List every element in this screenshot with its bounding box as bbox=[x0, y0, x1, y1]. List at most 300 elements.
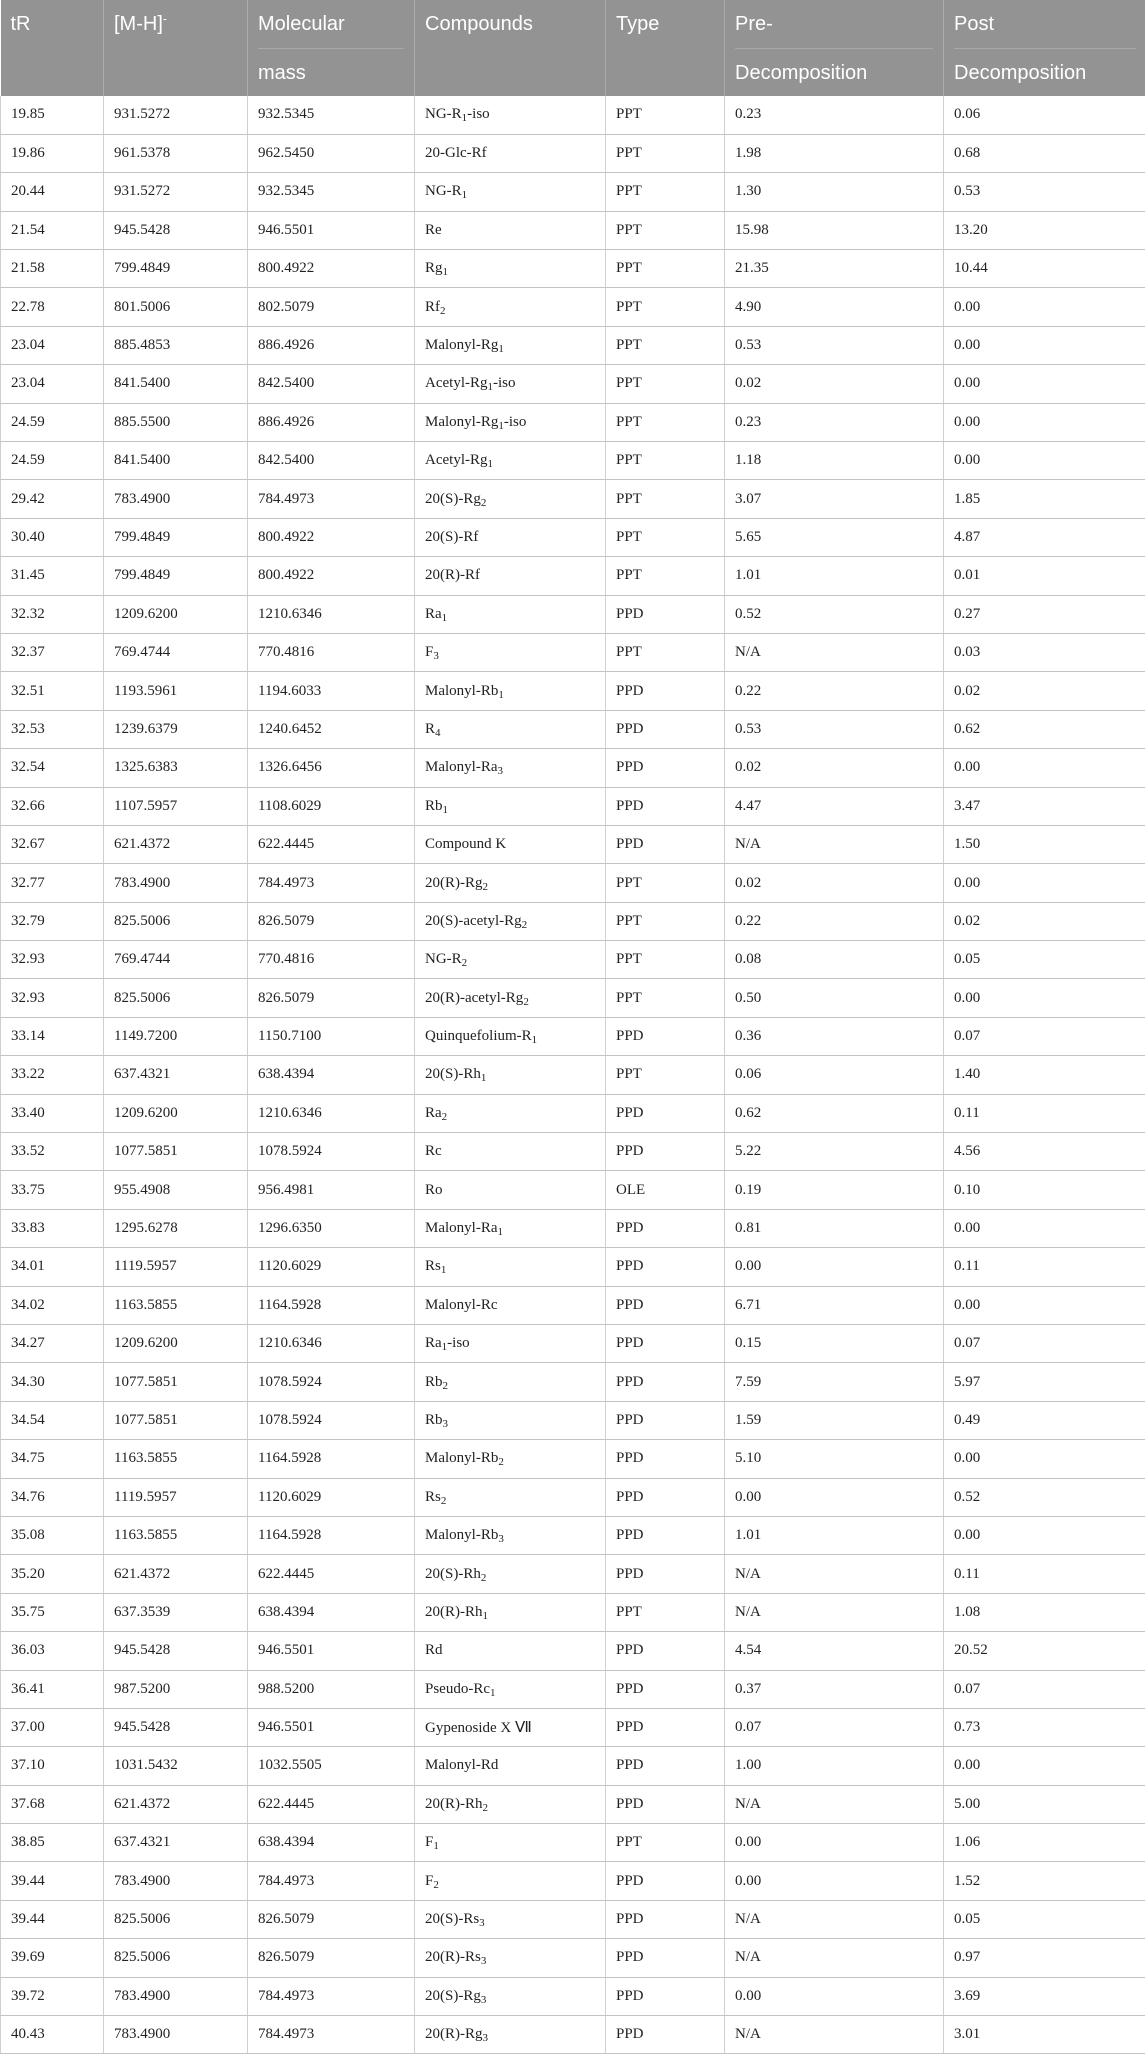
compound-name: R bbox=[425, 720, 436, 737]
compound-name: Acetyl-Rg bbox=[425, 452, 488, 469]
cell-compound bbox=[415, 1133, 606, 1171]
header-pre-line2: Decomposition bbox=[735, 48, 933, 96]
cell-post-decomposition: 0.52 bbox=[944, 1478, 1145, 1516]
cell-mh: 783.4900 bbox=[104, 480, 248, 518]
cell-pre-decomposition: 0.06 bbox=[725, 1056, 944, 1094]
compound-name: Malonyl-Rg bbox=[425, 337, 499, 354]
cell-post-decomposition: 0.02 bbox=[944, 672, 1145, 710]
cell-compound bbox=[415, 979, 606, 1017]
cell-post-decomposition: 1.85 bbox=[944, 480, 1145, 518]
header-mh-sup: - bbox=[162, 11, 167, 26]
cell-pre-decomposition: N/A bbox=[725, 1555, 944, 1593]
cell-mh: 931.5272 bbox=[104, 173, 248, 211]
cell-compound bbox=[415, 864, 606, 902]
cell-post-decomposition: 1.08 bbox=[944, 1593, 1145, 1631]
cell-post-decomposition: 3.47 bbox=[944, 787, 1145, 825]
cell-molecular-mass: 1150.7100 bbox=[248, 1017, 415, 1055]
compound-name: NG-R bbox=[425, 183, 462, 200]
table-row bbox=[1, 518, 1145, 556]
compound-name: 20(S)-Rg bbox=[425, 1987, 481, 2004]
cell-compound bbox=[415, 595, 606, 633]
cell-tr: 35.20 bbox=[1, 1555, 104, 1593]
cell-type: PPT bbox=[606, 480, 725, 518]
cell-post-decomposition: 0.00 bbox=[944, 1516, 1145, 1554]
cell-mh: 783.4900 bbox=[104, 2016, 248, 2054]
cell-post-decomposition: 10.44 bbox=[944, 250, 1145, 288]
compound-subscript: 4 bbox=[435, 726, 441, 739]
cell-tr: 32.93 bbox=[1, 941, 104, 979]
cell-post-decomposition: 0.00 bbox=[944, 365, 1145, 403]
cell-mh: 799.4849 bbox=[104, 557, 248, 595]
table-row bbox=[1, 787, 1145, 825]
compound-name: 20(S)-Rh bbox=[425, 1066, 481, 1083]
cell-tr: 21.58 bbox=[1, 250, 104, 288]
cell-tr: 32.77 bbox=[1, 864, 104, 902]
compound-name: Malonyl-Rb bbox=[425, 1527, 499, 1544]
table-row bbox=[1, 1670, 1145, 1708]
cell-post-decomposition: 0.27 bbox=[944, 595, 1145, 633]
cell-molecular-mass: 1108.6029 bbox=[248, 787, 415, 825]
table-row bbox=[1, 557, 1145, 595]
cell-mh: 1077.5851 bbox=[104, 1363, 248, 1401]
cell-compound bbox=[415, 1708, 606, 1746]
cell-post-decomposition: 0.07 bbox=[944, 1670, 1145, 1708]
table-row bbox=[1, 1824, 1145, 1862]
cell-post-decomposition: 20.52 bbox=[944, 1632, 1145, 1670]
header-pre-line1: Pre- bbox=[735, 13, 773, 35]
cell-pre-decomposition: 0.81 bbox=[725, 1209, 944, 1247]
table-row bbox=[1, 1133, 1145, 1171]
cell-tr: 34.54 bbox=[1, 1401, 104, 1439]
compound-name: 20(S)-Rg bbox=[425, 490, 481, 507]
cell-compound bbox=[415, 1939, 606, 1977]
cell-tr: 32.93 bbox=[1, 979, 104, 1017]
compound-subscript: 2 bbox=[523, 995, 529, 1008]
header-molecular-mass bbox=[248, 0, 415, 96]
cell-mh: 841.5400 bbox=[104, 442, 248, 480]
table-row bbox=[1, 902, 1145, 940]
compound-name: 20(R)-Rg bbox=[425, 874, 483, 891]
cell-compound bbox=[415, 1977, 606, 2015]
compound-name: Ro bbox=[425, 1181, 443, 1198]
compound-name: Acetyl-Rg bbox=[425, 375, 488, 392]
cell-post-decomposition: 3.01 bbox=[944, 2016, 1145, 2054]
cell-post-decomposition: 0.00 bbox=[944, 749, 1145, 787]
cell-post-decomposition: 5.97 bbox=[944, 1363, 1145, 1401]
cell-compound bbox=[415, 710, 606, 748]
compound-suffix: -iso bbox=[492, 375, 516, 392]
cell-molecular-mass: 1210.6346 bbox=[248, 1094, 415, 1132]
table-row bbox=[1, 1248, 1145, 1286]
cell-pre-decomposition: N/A bbox=[725, 1785, 944, 1823]
compound-name: Rb bbox=[425, 1373, 443, 1390]
cell-compound bbox=[415, 1248, 606, 1286]
cell-compound bbox=[415, 1632, 606, 1670]
cell-type: PPD bbox=[606, 1325, 725, 1363]
cell-mh: 841.5400 bbox=[104, 365, 248, 403]
cell-molecular-mass: 1078.5924 bbox=[248, 1133, 415, 1171]
cell-tr: 36.41 bbox=[1, 1670, 104, 1708]
cell-post-decomposition: 0.05 bbox=[944, 941, 1145, 979]
cell-molecular-mass: 946.5501 bbox=[248, 1632, 415, 1670]
cell-mh: 637.3539 bbox=[104, 1593, 248, 1631]
compound-name: Rs bbox=[425, 1258, 441, 1275]
compound-name: Malonyl-Rb bbox=[425, 682, 499, 699]
cell-post-decomposition: 0.11 bbox=[944, 1555, 1145, 1593]
cell-molecular-mass: 784.4973 bbox=[248, 2016, 415, 2054]
cell-tr: 34.02 bbox=[1, 1286, 104, 1324]
cell-tr: 33.83 bbox=[1, 1209, 104, 1247]
compound-name: Re bbox=[425, 221, 442, 238]
cell-molecular-mass: 956.4981 bbox=[248, 1171, 415, 1209]
compound-name: 20(S)-acetyl-Rg bbox=[425, 912, 522, 929]
cell-type: PPT bbox=[606, 1824, 725, 1862]
cell-compound bbox=[415, 941, 606, 979]
cell-tr: 32.32 bbox=[1, 595, 104, 633]
cell-compound bbox=[415, 173, 606, 211]
cell-tr: 32.67 bbox=[1, 825, 104, 863]
compound-name: 20(S)-Rs bbox=[425, 1911, 480, 1928]
compound-name: NG-R bbox=[425, 951, 462, 968]
cell-pre-decomposition: 0.50 bbox=[725, 979, 944, 1017]
cell-compound bbox=[415, 1286, 606, 1324]
compound-subscript: 1 bbox=[433, 1840, 439, 1853]
table-row bbox=[1, 595, 1145, 633]
cell-tr: 37.68 bbox=[1, 1785, 104, 1823]
cell-type: PPD bbox=[606, 1209, 725, 1247]
cell-tr: 29.42 bbox=[1, 480, 104, 518]
compound-subscript: 2 bbox=[433, 1878, 439, 1891]
table-row bbox=[1, 1363, 1145, 1401]
table-row bbox=[1, 211, 1145, 249]
cell-mh: 1325.6383 bbox=[104, 749, 248, 787]
cell-mh: 885.4853 bbox=[104, 326, 248, 364]
cell-tr: 34.30 bbox=[1, 1363, 104, 1401]
table-row bbox=[1, 1939, 1145, 1977]
table-row bbox=[1, 1516, 1145, 1554]
cell-molecular-mass: 1210.6346 bbox=[248, 595, 415, 633]
cell-pre-decomposition: 1.01 bbox=[725, 557, 944, 595]
cell-mh: 945.5428 bbox=[104, 211, 248, 249]
cell-type: PPT bbox=[606, 1056, 725, 1094]
cell-compound bbox=[415, 1593, 606, 1631]
compound-suffix: -iso bbox=[503, 413, 527, 430]
cell-post-decomposition: 1.52 bbox=[944, 1862, 1145, 1900]
cell-pre-decomposition: 0.02 bbox=[725, 365, 944, 403]
compound-subscript: 2 bbox=[440, 1494, 447, 1507]
cell-pre-decomposition: 0.00 bbox=[725, 1478, 944, 1516]
cell-type: PPD bbox=[606, 2016, 725, 2054]
cell-molecular-mass: 622.4445 bbox=[248, 825, 415, 863]
cell-post-decomposition: 0.00 bbox=[944, 326, 1145, 364]
cell-tr: 22.78 bbox=[1, 288, 104, 326]
table-row bbox=[1, 1862, 1145, 1900]
table-row bbox=[1, 1171, 1145, 1209]
cell-compound bbox=[415, 1824, 606, 1862]
cell-molecular-mass: 1326.6456 bbox=[248, 749, 415, 787]
compound-name: 20-Glc-Rf bbox=[425, 145, 487, 162]
compound-name: F bbox=[425, 1834, 434, 1851]
compound-subscript: 1 bbox=[487, 381, 493, 394]
table-row bbox=[1, 1056, 1145, 1094]
cell-molecular-mass: 784.4973 bbox=[248, 1862, 415, 1900]
cell-type: PPT bbox=[606, 518, 725, 556]
cell-molecular-mass: 932.5345 bbox=[248, 96, 415, 134]
cell-post-decomposition: 0.06 bbox=[944, 96, 1145, 134]
cell-type: PPT bbox=[606, 979, 725, 1017]
compound-name: Malonyl-Rb bbox=[425, 1450, 499, 1467]
table-row bbox=[1, 1632, 1145, 1670]
table-row bbox=[1, 1555, 1145, 1593]
cell-mh: 825.5006 bbox=[104, 979, 248, 1017]
cell-tr: 19.86 bbox=[1, 134, 104, 172]
cell-compound bbox=[415, 480, 606, 518]
compound-name: 20(R)-Rs bbox=[425, 1949, 481, 1966]
cell-type: PPT bbox=[606, 1593, 725, 1631]
cell-post-decomposition: 0.10 bbox=[944, 1171, 1145, 1209]
cell-tr: 33.22 bbox=[1, 1056, 104, 1094]
compound-subscript: 1 bbox=[497, 1226, 503, 1239]
table-row bbox=[1, 1286, 1145, 1324]
cell-type: PPD bbox=[606, 1248, 725, 1286]
cell-tr: 20.44 bbox=[1, 173, 104, 211]
header-compounds-label: Compounds bbox=[425, 13, 533, 35]
cell-pre-decomposition: 5.10 bbox=[725, 1440, 944, 1478]
cell-compound bbox=[415, 134, 606, 172]
cell-post-decomposition: 0.07 bbox=[944, 1017, 1145, 1055]
cell-molecular-mass: 1078.5924 bbox=[248, 1401, 415, 1439]
cell-molecular-mass: 800.4922 bbox=[248, 518, 415, 556]
cell-tr: 23.04 bbox=[1, 326, 104, 364]
cell-mh: 783.4900 bbox=[104, 1862, 248, 1900]
cell-molecular-mass: 826.5079 bbox=[248, 1900, 415, 1938]
cell-tr: 32.54 bbox=[1, 749, 104, 787]
cell-compound bbox=[415, 211, 606, 249]
cell-molecular-mass: 622.4445 bbox=[248, 1785, 415, 1823]
cell-type: PPD bbox=[606, 787, 725, 825]
compound-subscript: 1 bbox=[482, 1609, 488, 1622]
compound-name: Malonyl-Ra bbox=[425, 759, 498, 776]
compound-subscript: 1 bbox=[498, 688, 504, 701]
compound-subscript: 2 bbox=[480, 1571, 487, 1584]
header-mh bbox=[104, 0, 248, 96]
compound-name: Malonyl-Rc bbox=[425, 1296, 498, 1313]
cell-post-decomposition: 13.20 bbox=[944, 211, 1145, 249]
cell-tr: 32.53 bbox=[1, 710, 104, 748]
cell-pre-decomposition: 1.00 bbox=[725, 1747, 944, 1785]
compound-name: Rs bbox=[425, 1488, 441, 1505]
cell-post-decomposition: 5.00 bbox=[944, 1785, 1145, 1823]
cell-type: PPD bbox=[606, 1478, 725, 1516]
compound-name: Quinquefolium-R bbox=[425, 1028, 532, 1045]
table-row bbox=[1, 672, 1145, 710]
cell-pre-decomposition: 0.07 bbox=[725, 1708, 944, 1746]
cell-pre-decomposition: 3.07 bbox=[725, 480, 944, 518]
cell-compound bbox=[415, 1440, 606, 1478]
table-row bbox=[1, 1977, 1145, 2015]
cell-post-decomposition: 0.62 bbox=[944, 710, 1145, 748]
cell-post-decomposition: 4.87 bbox=[944, 518, 1145, 556]
cell-mh: 621.4372 bbox=[104, 1785, 248, 1823]
cell-type: PPT bbox=[606, 557, 725, 595]
cell-type: PPD bbox=[606, 1670, 725, 1708]
cell-tr: 30.40 bbox=[1, 518, 104, 556]
header-type-label: Type bbox=[616, 13, 660, 35]
cell-pre-decomposition: 1.98 bbox=[725, 134, 944, 172]
cell-tr: 35.75 bbox=[1, 1593, 104, 1631]
cell-mh: 1119.5957 bbox=[104, 1478, 248, 1516]
header-mh-label bbox=[114, 0, 237, 48]
cell-mh: 945.5428 bbox=[104, 1632, 248, 1670]
cell-molecular-mass: 886.4926 bbox=[248, 326, 415, 364]
cell-post-decomposition: 0.03 bbox=[944, 633, 1145, 671]
cell-mh: 621.4372 bbox=[104, 825, 248, 863]
cell-molecular-mass: 1194.6033 bbox=[248, 672, 415, 710]
compound-name: 20(R)-Rh bbox=[425, 1603, 483, 1620]
cell-type: PPD bbox=[606, 595, 725, 633]
cell-pre-decomposition: 0.08 bbox=[725, 941, 944, 979]
compound-subscript: 1 bbox=[440, 1264, 447, 1277]
compound-name: Rg bbox=[425, 260, 443, 277]
compound-name: 20(R)-Rh bbox=[425, 1795, 483, 1812]
compound-name: Ra bbox=[425, 1104, 442, 1121]
cell-type: PPT bbox=[606, 633, 725, 671]
cell-molecular-mass: 1164.5928 bbox=[248, 1440, 415, 1478]
compound-subscript: 1 bbox=[442, 266, 449, 279]
cell-molecular-mass: 1210.6346 bbox=[248, 1325, 415, 1363]
cell-compound bbox=[415, 787, 606, 825]
cell-post-decomposition: 0.07 bbox=[944, 1325, 1145, 1363]
table-row bbox=[1, 288, 1145, 326]
cell-compound bbox=[415, 96, 606, 134]
cell-pre-decomposition: N/A bbox=[725, 1939, 944, 1977]
cell-tr: 39.44 bbox=[1, 1900, 104, 1938]
cell-mh: 1239.6379 bbox=[104, 710, 248, 748]
cell-molecular-mass: 826.5079 bbox=[248, 1939, 415, 1977]
cell-compound bbox=[415, 1670, 606, 1708]
cell-tr: 33.75 bbox=[1, 1171, 104, 1209]
cell-compound bbox=[415, 1363, 606, 1401]
table-header bbox=[1, 0, 1145, 96]
compound-subscript: 2 bbox=[482, 880, 488, 893]
cell-pre-decomposition: 15.98 bbox=[725, 211, 944, 249]
cell-post-decomposition: 0.53 bbox=[944, 173, 1145, 211]
cell-type: PPD bbox=[606, 1401, 725, 1439]
cell-type: PPT bbox=[606, 403, 725, 441]
cell-tr: 39.72 bbox=[1, 1977, 104, 2015]
cell-pre-decomposition: 0.22 bbox=[725, 902, 944, 940]
compound-subscript: 3 bbox=[480, 1993, 487, 2006]
cell-pre-decomposition: 0.52 bbox=[725, 595, 944, 633]
cell-compound bbox=[415, 1900, 606, 1938]
cell-post-decomposition: 0.11 bbox=[944, 1248, 1145, 1286]
cell-compound bbox=[415, 1171, 606, 1209]
compound-subscript: 2 bbox=[442, 1379, 449, 1392]
cell-type: PPD bbox=[606, 1747, 725, 1785]
compound-name: 20(R)-Rg bbox=[425, 2026, 483, 2043]
cell-molecular-mass: 962.5450 bbox=[248, 134, 415, 172]
cell-compound bbox=[415, 902, 606, 940]
table-row bbox=[1, 134, 1145, 172]
cell-mh: 1149.7200 bbox=[104, 1017, 248, 1055]
cell-compound bbox=[415, 518, 606, 556]
cell-molecular-mass: 770.4816 bbox=[248, 941, 415, 979]
cell-pre-decomposition: 5.65 bbox=[725, 518, 944, 556]
cell-mh: 1209.6200 bbox=[104, 595, 248, 633]
cell-post-decomposition: 1.50 bbox=[944, 825, 1145, 863]
compound-subscript: 2 bbox=[441, 1110, 448, 1123]
compound-subscript: 1 bbox=[442, 803, 449, 816]
cell-type: PPD bbox=[606, 1632, 725, 1670]
cell-tr: 32.66 bbox=[1, 787, 104, 825]
cell-post-decomposition: 4.56 bbox=[944, 1133, 1145, 1171]
compound-suffix: -iso bbox=[467, 106, 490, 123]
cell-post-decomposition: 3.69 bbox=[944, 1977, 1145, 2015]
cell-tr: 21.54 bbox=[1, 211, 104, 249]
header-row bbox=[1, 0, 1145, 96]
cell-type: PPT bbox=[606, 250, 725, 288]
cell-type: PPT bbox=[606, 134, 725, 172]
compound-name: Rb bbox=[425, 797, 443, 814]
table-row bbox=[1, 1747, 1145, 1785]
cell-pre-decomposition: 0.22 bbox=[725, 672, 944, 710]
cell-pre-decomposition: 1.01 bbox=[725, 1516, 944, 1554]
header-pre-decomposition bbox=[725, 0, 944, 96]
cell-mh: 825.5006 bbox=[104, 1900, 248, 1938]
compound-name: Rb bbox=[425, 1411, 443, 1428]
table-row bbox=[1, 442, 1145, 480]
cell-tr: 37.10 bbox=[1, 1747, 104, 1785]
cell-pre-decomposition: 0.53 bbox=[725, 326, 944, 364]
cell-tr: 36.03 bbox=[1, 1632, 104, 1670]
cell-compound bbox=[415, 326, 606, 364]
table-row bbox=[1, 365, 1145, 403]
cell-post-decomposition: 0.01 bbox=[944, 557, 1145, 595]
cell-mh: 1107.5957 bbox=[104, 787, 248, 825]
table-row bbox=[1, 2016, 1145, 2054]
cell-pre-decomposition: 0.15 bbox=[725, 1325, 944, 1363]
cell-post-decomposition: 0.97 bbox=[944, 1939, 1145, 1977]
header-post-line2: Decomposition bbox=[954, 48, 1136, 96]
cell-mh: 885.5500 bbox=[104, 403, 248, 441]
compound-subscript: 1 bbox=[441, 1341, 448, 1354]
compound-name: Malonyl-Rd bbox=[425, 1757, 499, 1774]
cell-post-decomposition: 0.02 bbox=[944, 902, 1145, 940]
cell-molecular-mass: 886.4926 bbox=[248, 403, 415, 441]
cell-molecular-mass: 946.5501 bbox=[248, 1708, 415, 1746]
cell-post-decomposition: 0.00 bbox=[944, 288, 1145, 326]
cell-mh: 1295.6278 bbox=[104, 1209, 248, 1247]
cell-molecular-mass: 1032.5505 bbox=[248, 1747, 415, 1785]
compound-name: 20(S)-Rh bbox=[425, 1565, 481, 1582]
cell-compound bbox=[415, 1785, 606, 1823]
table-row bbox=[1, 633, 1145, 671]
header-tr bbox=[1, 0, 104, 96]
cell-molecular-mass: 1240.6452 bbox=[248, 710, 415, 748]
compound-subscript: 3 bbox=[482, 2032, 488, 2045]
cell-molecular-mass: 842.5400 bbox=[248, 365, 415, 403]
cell-post-decomposition: 0.49 bbox=[944, 1401, 1145, 1439]
header-post-line1: Post bbox=[954, 13, 995, 35]
cell-type: PPT bbox=[606, 326, 725, 364]
compound-name: 20(R)-Rf bbox=[425, 567, 480, 584]
cell-type: PPT bbox=[606, 96, 725, 134]
cell-pre-decomposition: 4.90 bbox=[725, 288, 944, 326]
cell-molecular-mass: 638.4394 bbox=[248, 1593, 415, 1631]
compound-name: Rd bbox=[425, 1642, 443, 1659]
cell-post-decomposition: 0.68 bbox=[944, 134, 1145, 172]
cell-compound bbox=[415, 1555, 606, 1593]
